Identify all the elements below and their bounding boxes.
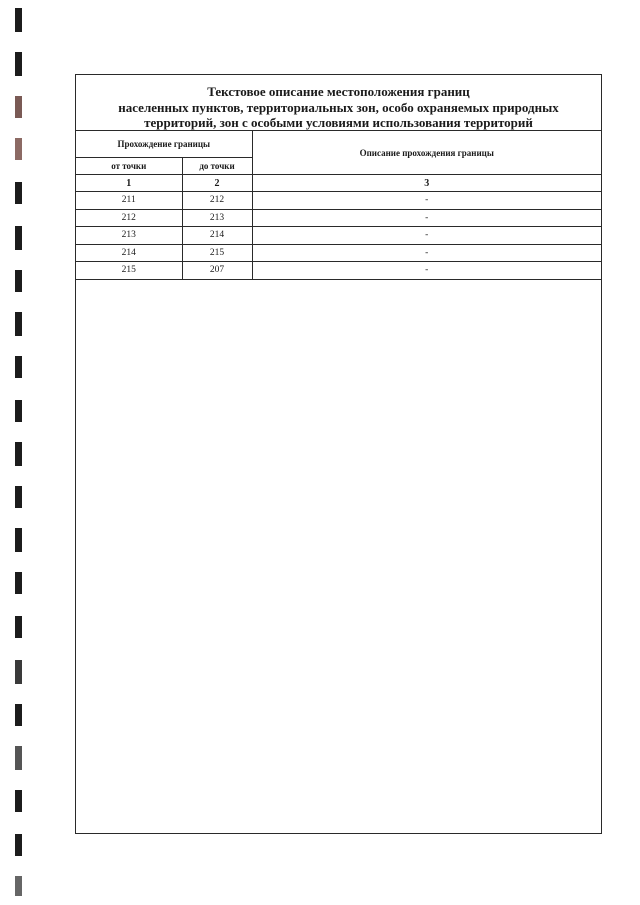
column-number: 3 — [252, 175, 601, 192]
to-point-cell: 207 — [182, 262, 252, 280]
description-cell: - — [252, 192, 601, 210]
from-point-cell: 214 — [76, 244, 182, 262]
from-point-cell: 211 — [76, 192, 182, 210]
title-line-2: населенных пунктов, территориальных зон, особо охраняемых природных — [118, 99, 559, 115]
table-row — [76, 244, 601, 262]
boundary-table — [76, 131, 601, 280]
binding-hole — [15, 704, 22, 726]
binding-holes — [15, 0, 25, 905]
binding-hole — [15, 876, 22, 896]
binding-hole — [15, 52, 22, 76]
binding-hole — [15, 138, 22, 160]
binding-hole — [15, 528, 22, 552]
to-point-cell: 215 — [182, 244, 252, 262]
binding-hole — [15, 790, 22, 812]
to-point-cell: 214 — [182, 227, 252, 245]
from-point-cell: 215 — [76, 262, 182, 280]
description-cell: - — [252, 262, 601, 280]
binding-hole — [15, 442, 22, 466]
binding-hole — [15, 8, 22, 32]
table-row — [76, 227, 601, 245]
binding-hole — [15, 400, 22, 422]
from-point-cell: 213 — [76, 227, 182, 245]
description-cell: - — [252, 209, 601, 227]
table-row — [76, 262, 601, 280]
binding-hole — [15, 746, 22, 770]
binding-hole — [15, 312, 22, 336]
binding-hole — [15, 96, 22, 118]
from-point-cell: 212 — [76, 209, 182, 227]
to-point-cell: 213 — [182, 209, 252, 227]
title-line-3: территорий, зон с особыми условиями использования территорий — [144, 115, 533, 130]
header-to-point: до точки — [182, 158, 252, 175]
document-frame — [75, 74, 602, 834]
column-number: 1 — [76, 175, 182, 192]
binding-hole — [15, 226, 22, 250]
description-cell: - — [252, 227, 601, 245]
binding-hole — [15, 660, 22, 684]
column-number-row — [76, 175, 601, 192]
binding-hole — [15, 270, 22, 292]
binding-hole — [15, 834, 22, 856]
header-boundary-description: Описание прохождения границы — [252, 131, 601, 175]
header-boundary-passage: Прохождение границы — [76, 131, 252, 158]
to-point-cell: 212 — [182, 192, 252, 210]
binding-hole — [15, 616, 22, 638]
table-row — [76, 209, 601, 227]
document-title — [76, 75, 601, 131]
table-row — [76, 192, 601, 210]
binding-hole — [15, 572, 22, 594]
binding-hole — [15, 356, 22, 378]
description-cell: - — [252, 244, 601, 262]
binding-hole — [15, 486, 22, 508]
title-line-1: Текстовое описание местоположения границ — [207, 84, 470, 99]
header-from-point: от точки — [76, 158, 182, 175]
table-header-row — [76, 131, 601, 158]
binding-hole — [15, 182, 22, 204]
column-number: 2 — [182, 175, 252, 192]
